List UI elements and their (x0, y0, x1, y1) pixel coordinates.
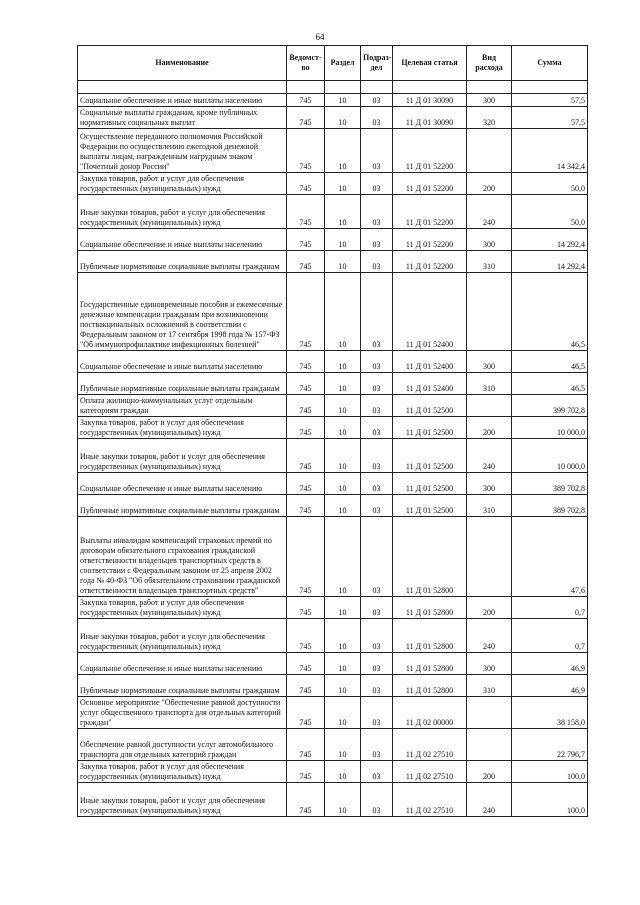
table-row (78, 129, 588, 173)
row-expense-type (467, 273, 512, 351)
row-expense-type: 310 (467, 373, 512, 395)
row-section: 10 (325, 495, 361, 517)
row-ministry: 745 (287, 653, 325, 675)
row-ministry: 745 (287, 251, 325, 273)
row-sum: 38 158,0 (512, 697, 588, 729)
row-ministry: 745 (287, 417, 325, 439)
row-sum: 100,0 (512, 761, 588, 783)
row-name: Выплаты инвалидам компенсаций страховых премий по договорам обязательного страхования гражданской ответственности владельцев транспортных средств в соответствии с Федеральным законом от 25 апреля 2002 года № 40-ФЗ "Об обязательном страховании гражданской ответственности владельцев транспортных средств" (78, 517, 287, 597)
table-row (78, 273, 588, 351)
row-subsection: 03 (361, 729, 393, 761)
row-subsection: 03 (361, 273, 393, 351)
row-ministry: 745 (287, 395, 325, 417)
row-name: Обеспечение равной доступности услуг автомобильного транспорта для отдельных категорий граждан (78, 729, 287, 761)
table-row (78, 675, 588, 697)
row-section: 10 (325, 251, 361, 273)
row-sum: 46,5 (512, 351, 588, 373)
row-section: 10 (325, 517, 361, 597)
table-row (78, 417, 588, 439)
row-target: 11 Д 01 52800 (393, 653, 467, 675)
row-name: Закупка товаров, работ и услуг для обеспечения государственных (муниципальных) нужд (78, 761, 287, 783)
table-header-row (78, 46, 588, 81)
row-section: 10 (325, 351, 361, 373)
table-row (78, 251, 588, 273)
row-sum: 14 342,4 (512, 129, 588, 173)
row-name: Социальное обеспечение и иные выплаты населению (78, 94, 287, 107)
row-section: 10 (325, 761, 361, 783)
table-row (78, 195, 588, 229)
row-name: Осуществление переданного полномочия Российской Федерации по осуществлению ежегодной денежной выплаты лицам, награжденным нагрудным знаком "Почетный донор России" (78, 129, 287, 173)
row-target: 11 Д 01 52200 (393, 129, 467, 173)
row-ministry: 745 (287, 783, 325, 817)
row-name: Закупка товаров, работ и услуг для обеспечения государственных (муниципальных) нужд (78, 417, 287, 439)
row-target: 11 Д 01 52500 (393, 417, 467, 439)
row-section: 10 (325, 439, 361, 473)
row-subsection: 03 (361, 697, 393, 729)
row-section: 10 (325, 107, 361, 129)
row-target: 11 Д 01 52500 (393, 439, 467, 473)
row-ministry: 745 (287, 495, 325, 517)
row-section: 10 (325, 653, 361, 675)
row-sum: 14 292,4 (512, 251, 588, 273)
row-section: 10 (325, 783, 361, 817)
row-subsection: 03 (361, 229, 393, 251)
row-ministry: 745 (287, 94, 325, 107)
row-subsection: 03 (361, 597, 393, 619)
row-ministry: 745 (287, 229, 325, 251)
row-target: 11 Д 01 52200 (393, 173, 467, 195)
row-ministry: 745 (287, 195, 325, 229)
row-target: 11 Д 01 52500 (393, 473, 467, 495)
row-section: 10 (325, 619, 361, 653)
row-name: Социальное обеспечение и иные выплаты населению (78, 653, 287, 675)
row-expense-type: 240 (467, 619, 512, 653)
row-name: Социальные выплаты гражданам, кроме публичных нормативных социальных выплат (78, 107, 287, 129)
row-expense-type: 200 (467, 761, 512, 783)
header-target: Целевая статья (393, 46, 467, 81)
row-expense-type: 300 (467, 229, 512, 251)
row-expense-type: 200 (467, 417, 512, 439)
row-sum: 46,9 (512, 653, 588, 675)
header-subsection: Подраз-дел (361, 46, 393, 81)
table-row (78, 439, 588, 473)
row-sum: 0,7 (512, 619, 588, 653)
row-name: Публичные нормативные социальные выплаты гражданам (78, 675, 287, 697)
row-subsection: 03 (361, 439, 393, 473)
row-ministry: 745 (287, 597, 325, 619)
row-name: Государственные единовременные пособия и ежемесячные денежные компенсации гражданам при возникновении поствакцинальных осложнений в соответствии с Федеральным законом от 17 сентября 1998 года № 157-ФЗ "Об иммунопрофилактике инфекционных болезней" (78, 273, 287, 351)
row-expense-type: 200 (467, 173, 512, 195)
row-section: 10 (325, 273, 361, 351)
row-name: Закупка товаров, работ и услуг для обеспечения государственных (муниципальных) нужд (78, 173, 287, 195)
row-name: Иные закупки товаров, работ и услуг для обеспечения государственных (муниципальных) нужд (78, 619, 287, 653)
row-ministry: 745 (287, 439, 325, 473)
row-expense-type: 300 (467, 653, 512, 675)
row-subsection: 03 (361, 351, 393, 373)
row-section: 10 (325, 473, 361, 495)
table-row (78, 373, 588, 395)
table-row (78, 517, 588, 597)
row-sum: 0,7 (512, 597, 588, 619)
table-row (78, 473, 588, 495)
row-subsection: 03 (361, 395, 393, 417)
row-section: 10 (325, 597, 361, 619)
header-sum: Сумма (512, 46, 588, 81)
row-name: Публичные нормативные социальные выплаты гражданам (78, 373, 287, 395)
table-body (78, 94, 588, 817)
row-target: 11 Д 01 52200 (393, 251, 467, 273)
row-subsection: 03 (361, 107, 393, 129)
row-expense-type (467, 129, 512, 173)
row-subsection: 03 (361, 94, 393, 107)
table-row (78, 619, 588, 653)
row-expense-type: 240 (467, 783, 512, 817)
table-row (78, 395, 588, 417)
row-sum: 57,5 (512, 107, 588, 129)
header-ministry: Ведомст-во (287, 46, 325, 81)
row-subsection: 03 (361, 653, 393, 675)
row-ministry: 745 (287, 473, 325, 495)
row-target: 11 Д 02 27510 (393, 761, 467, 783)
row-section: 10 (325, 94, 361, 107)
row-expense-type: 310 (467, 675, 512, 697)
row-section: 10 (325, 417, 361, 439)
row-name: Социальное обеспечение и иные выплаты населению (78, 473, 287, 495)
row-ministry: 745 (287, 697, 325, 729)
row-subsection: 03 (361, 783, 393, 817)
row-name: Иные закупки товаров, работ и услуг для обеспечения государственных (муниципальных) нужд (78, 783, 287, 817)
row-target: 11 Д 02 27510 (393, 729, 467, 761)
row-expense-type: 300 (467, 351, 512, 373)
table-row (78, 173, 588, 195)
row-sum: 100,0 (512, 783, 588, 817)
row-sum: 46,5 (512, 373, 588, 395)
row-sum: 389 702,8 (512, 495, 588, 517)
row-target: 11 Д 01 52200 (393, 229, 467, 251)
row-expense-type: 320 (467, 107, 512, 129)
row-target: 11 Д 02 27510 (393, 783, 467, 817)
row-section: 10 (325, 395, 361, 417)
row-name: Социальное обеспечение и иные выплаты населению (78, 229, 287, 251)
row-target: 11 Д 01 52800 (393, 619, 467, 653)
row-expense-type (467, 729, 512, 761)
header-section: Раздел (325, 46, 361, 81)
row-sum: 47,6 (512, 517, 588, 597)
row-name: Иные закупки товаров, работ и услуг для обеспечения государственных (муниципальных) нужд (78, 439, 287, 473)
row-section: 10 (325, 373, 361, 395)
table-row (78, 229, 588, 251)
row-target: 11 Д 01 52400 (393, 373, 467, 395)
row-subsection: 03 (361, 619, 393, 653)
row-target: 11 Д 01 52800 (393, 517, 467, 597)
row-target: 11 Д 01 30090 (393, 107, 467, 129)
row-expense-type: 240 (467, 439, 512, 473)
budget-table (77, 45, 588, 817)
row-name: Социальное обеспечение и иные выплаты населению (78, 351, 287, 373)
row-subsection: 03 (361, 173, 393, 195)
table-row (78, 495, 588, 517)
row-expense-type (467, 395, 512, 417)
row-sum: 46,5 (512, 273, 588, 351)
header-name: Наименование (78, 46, 287, 81)
row-section: 10 (325, 675, 361, 697)
row-ministry: 745 (287, 373, 325, 395)
row-ministry: 745 (287, 107, 325, 129)
row-section: 10 (325, 195, 361, 229)
row-target: 11 Д 01 30090 (393, 94, 467, 107)
row-expense-type (467, 517, 512, 597)
row-subsection: 03 (361, 495, 393, 517)
row-sum: 399 702,8 (512, 395, 588, 417)
row-expense-type: 310 (467, 495, 512, 517)
row-ministry: 745 (287, 173, 325, 195)
row-subsection: 03 (361, 195, 393, 229)
row-ministry: 745 (287, 129, 325, 173)
row-target: 11 Д 01 52400 (393, 273, 467, 351)
table-row (78, 783, 588, 817)
row-expense-type: 300 (467, 94, 512, 107)
row-ministry: 745 (287, 761, 325, 783)
row-target: 11 Д 01 52500 (393, 395, 467, 417)
row-subsection: 03 (361, 675, 393, 697)
row-section: 10 (325, 229, 361, 251)
row-ministry: 745 (287, 619, 325, 653)
row-section: 10 (325, 129, 361, 173)
row-ministry: 745 (287, 675, 325, 697)
row-name: Публичные нормативные социальные выплаты гражданам (78, 251, 287, 273)
page-number: 64 (315, 32, 325, 42)
row-section: 10 (325, 729, 361, 761)
row-subsection: 03 (361, 251, 393, 273)
table-row (78, 697, 588, 729)
row-ministry: 745 (287, 273, 325, 351)
table-row (78, 761, 588, 783)
row-target: 11 Д 01 52800 (393, 597, 467, 619)
row-expense-type (467, 697, 512, 729)
row-subsection: 03 (361, 373, 393, 395)
row-sum: 50,0 (512, 173, 588, 195)
row-sum: 10 000,0 (512, 439, 588, 473)
row-name: Оплата жилищно-коммунальных услуг отдельным категориям граждан (78, 395, 287, 417)
row-expense-type: 310 (467, 251, 512, 273)
row-sum: 10 000,0 (512, 417, 588, 439)
table-row (78, 94, 588, 107)
row-sum: 14 292,4 (512, 229, 588, 251)
row-sum: 57,5 (512, 94, 588, 107)
row-name: Основное мероприятие "Обеспечение равной доступности услуг общественного транспорта для отдельных категорий граждан" (78, 697, 287, 729)
row-target: 11 Д 02 00000 (393, 697, 467, 729)
table-row (78, 653, 588, 675)
table-row (78, 729, 588, 761)
header-spacer-row (78, 81, 588, 94)
row-expense-type: 200 (467, 597, 512, 619)
row-sum: 50,0 (512, 195, 588, 229)
row-section: 10 (325, 697, 361, 729)
row-ministry: 745 (287, 517, 325, 597)
row-name: Закупка товаров, работ и услуг для обеспечения государственных (муниципальных) нужд (78, 597, 287, 619)
row-target: 11 Д 01 52500 (393, 495, 467, 517)
row-expense-type: 240 (467, 195, 512, 229)
row-ministry: 745 (287, 729, 325, 761)
row-name: Иные закупки товаров, работ и услуг для обеспечения государственных (муниципальных) нужд (78, 195, 287, 229)
row-sum: 389 702,8 (512, 473, 588, 495)
table-row (78, 351, 588, 373)
row-subsection: 03 (361, 761, 393, 783)
table-row (78, 107, 588, 129)
table-row (78, 597, 588, 619)
row-target: 11 Д 01 52200 (393, 195, 467, 229)
header-expense-type: Вид расхода (467, 46, 512, 81)
row-subsection: 03 (361, 517, 393, 597)
row-target: 11 Д 01 52400 (393, 351, 467, 373)
row-subsection: 03 (361, 473, 393, 495)
row-section: 10 (325, 173, 361, 195)
row-sum: 46,9 (512, 675, 588, 697)
row-name: Публичные нормативные социальные выплаты гражданам (78, 495, 287, 517)
row-target: 11 Д 01 52800 (393, 675, 467, 697)
row-expense-type: 300 (467, 473, 512, 495)
row-subsection: 03 (361, 129, 393, 173)
row-ministry: 745 (287, 351, 325, 373)
row-subsection: 03 (361, 417, 393, 439)
row-sum: 22 796,7 (512, 729, 588, 761)
